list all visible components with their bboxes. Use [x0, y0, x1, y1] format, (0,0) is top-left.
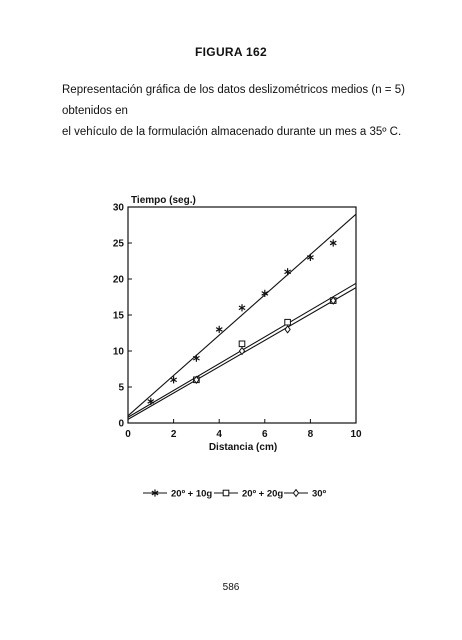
- y-axis-label: Tiempo (seg.): [131, 195, 196, 206]
- x-axis-label: Distancia (cm): [208, 442, 278, 453]
- y-tick-label: 5: [118, 382, 124, 394]
- caption-line-2: el vehículo de la formulación almacenado durante un mes a 35º C.: [62, 126, 402, 138]
- page-number: 586: [222, 582, 240, 593]
- data-point-series-1: [148, 398, 154, 405]
- legend-label-2: 20º + 20g: [242, 488, 284, 500]
- data-point-series-1: [193, 355, 199, 362]
- y-tick-label: 30: [112, 202, 124, 214]
- legend-marker-3: [293, 490, 298, 497]
- y-tick-label: 20: [112, 274, 124, 286]
- legend: [143, 489, 327, 500]
- figure-title: FIGURA 162: [195, 45, 267, 59]
- y-tick-label: 0: [118, 418, 124, 430]
- data-point-series-2: [239, 341, 245, 347]
- legend-label-1: 20º + 10g: [171, 488, 213, 500]
- caption-line-1: Representación gráfica de los datos deslizométricos medios (n = 5) obtenidos en: [62, 84, 405, 117]
- legend-marker-2: [223, 490, 229, 496]
- data-point-series-2: [285, 319, 291, 325]
- x-tick-label: 10: [350, 429, 362, 440]
- x-tick-label: 6: [262, 429, 268, 440]
- y-tick-label: 15: [112, 310, 124, 322]
- x-tick-label: 8: [307, 429, 314, 440]
- data-point-series-1: [307, 254, 313, 261]
- data-point-series-3: [285, 326, 290, 333]
- legend-label-3: 30º: [312, 488, 327, 500]
- x-tick-label: 4: [216, 429, 222, 440]
- data-point-series-1: [284, 268, 290, 275]
- y-tick-label: 25: [112, 238, 124, 250]
- y-tick-label: 10: [112, 346, 124, 358]
- x-tick-label: 0: [125, 429, 131, 440]
- data-point-series-1: [239, 304, 245, 311]
- fit-line-series-1: [128, 214, 356, 416]
- x-tick-label: 2: [170, 429, 177, 440]
- data-point-series-1: [330, 239, 336, 246]
- data-point-series-1: [216, 326, 222, 333]
